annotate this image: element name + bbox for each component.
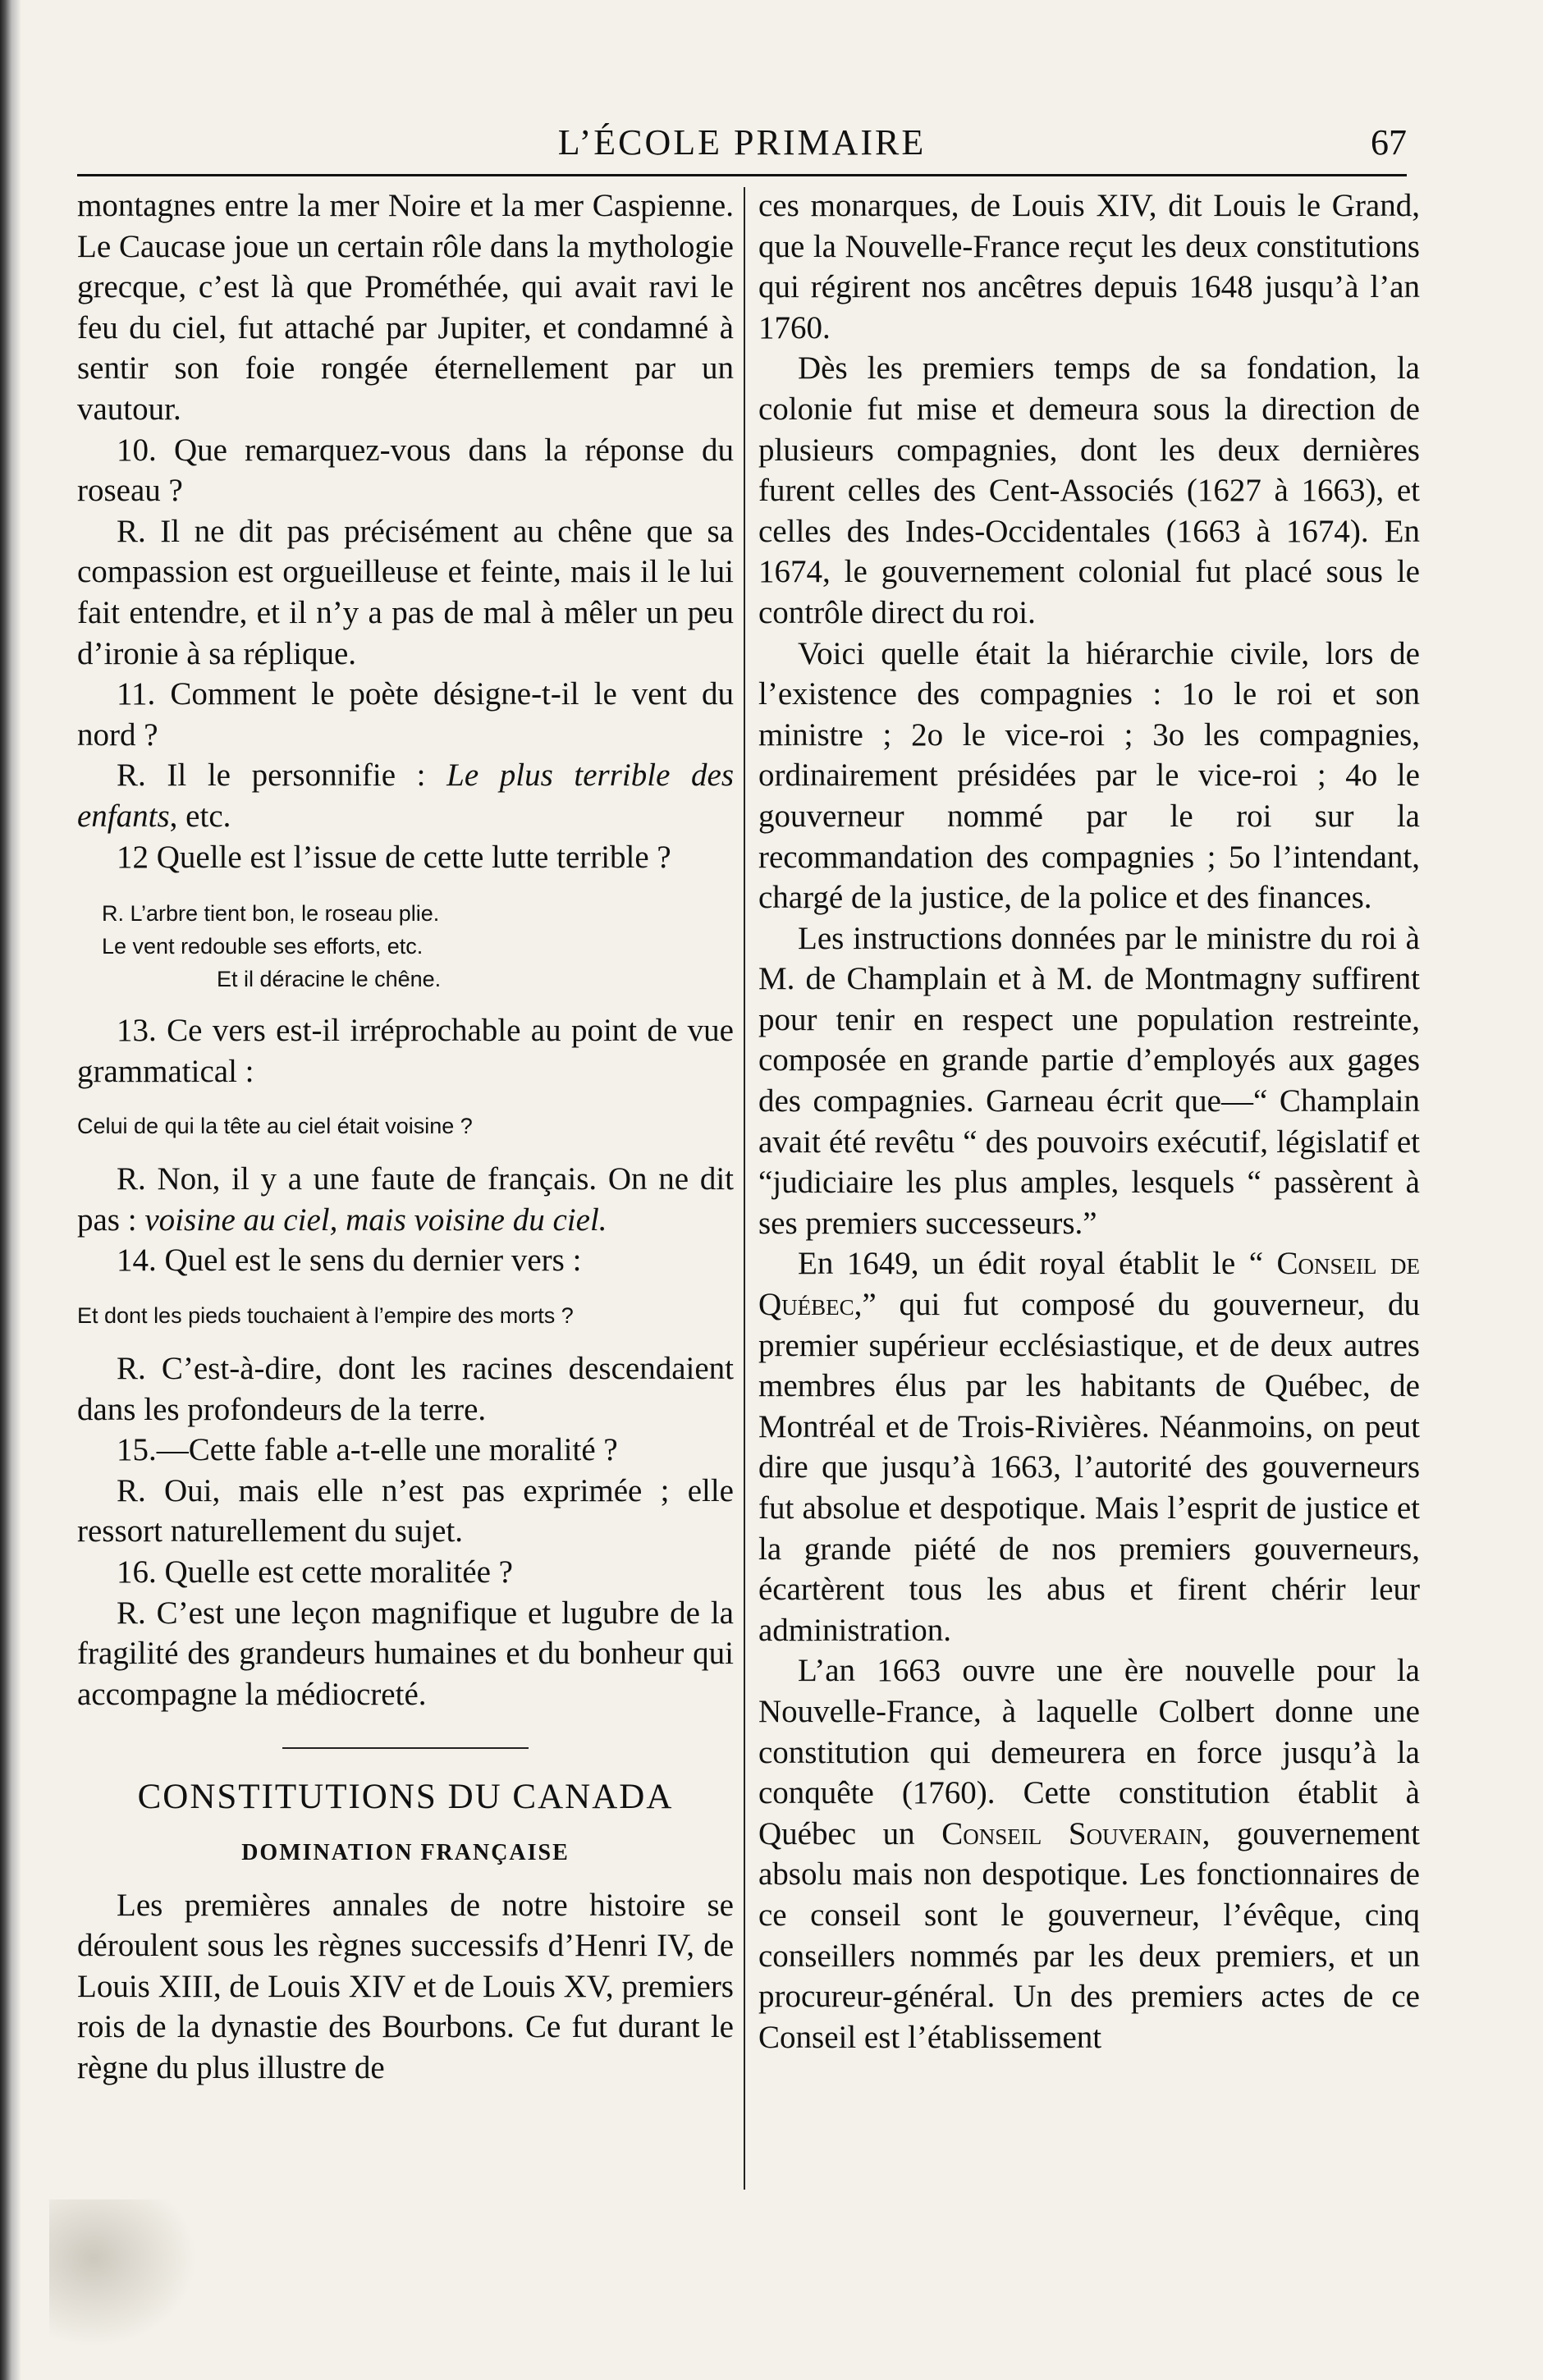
verse-line: Celui de qui la tête au ciel était voisine ? [77,1114,473,1139]
page-number: 67 [1371,122,1407,162]
paragraph [758,1243,1420,1650]
question-13: 13. Ce vers est-il irréprochable au point de vue grammatical : [77,1013,734,1089]
question-11: 11. Comment le poète désigne-t-il le vent du nord ? [77,676,734,753]
page-stain [49,2199,197,2347]
paragraph: montagnes entre la mer Noire et la mer Caspienne. Le Caucase joue un certain rôle dans la mythologie grecque, c’est là que Prométhée, qui avait ravi le feu du ciel, fut attaché par Jupiter, et condamné à sentir son foie rongée éternellement par un vautour. [77,188,734,427]
paragraph [758,1650,1420,2057]
answer-15: R. Oui, mais elle n’est pas exprimée ; elle ressort naturellement du sujet. [77,1472,734,1549]
page-binding-edge [0,0,21,2380]
paragraph: Dès les premiers temps de sa fondation, la colonie fut mise et demeura sous la direction de plusieurs compagnies, dont les deux dernières furent celles des Cent-Associés (1627 à 1663), et celles des Indes-Occidentales (1663 à 1674). En 1674, le gouvernement colonial fut placé sous le contrôle direct du roi. [758,350,1420,630]
running-title: L’ÉCOLE PRIMAIRE [557,122,927,162]
paragraph-text: En 1649, un édit royal établit le “ [798,1246,1277,1282]
paragraph: ces monarques, de Louis XIV, dit Louis le Grand, que la Nouvelle-France reçut les deux constitutions qui régirent nos ancêtres depuis 1648 jusqu’à l’an 1760. [758,188,1420,346]
question-12: 12 Quelle est l’issue de cette lutte terrible ? [117,839,671,875]
answer-11-text: R. Il le personnifie : [117,757,447,794]
question-15: 15.—Cette fable a-t-elle une moralité ? [117,1432,618,1468]
section-subtitle: DOMINATION FRANÇAISE [241,1840,570,1865]
verse-line: Et dont les pieds touchaient à l’empire des morts ? [77,1303,574,1329]
answer-16: R. C’est une leçon magnifique et lugubre de la fragilité des grandeurs humaines et du bonheur qui accompagne la médiocreté. [77,1595,734,1712]
council-name: Conseil Souverain [941,1815,1202,1851]
answer-11-end: , etc. [169,798,231,834]
left-column [77,185,734,2089]
paragraph-text: , gouvernement absolu mais non despotique. Les fonctionnaires de ce conseil sont le gouverneur, l’évêque, cinq conseillers nommés par les deux premiers, et un procureur-général. Un des premiers actes de ce Conseil est l’établissement [758,1815,1420,2055]
verse-line: Le vent redouble ses efforts, etc. [102,934,424,959]
running-header [77,121,1407,171]
answer-10: R. Il ne dit pas précisément au chêne que sa compassion est orgueilleuse et feinte, mais il le lui fait entendre, et il n’y a pas de mal à mêler un peu d’ironie à sa réplique. [77,513,734,671]
question-10: 10. Que remarquez-vous dans la réponse du roseau ? [77,432,734,509]
question-16: 16. Quelle est cette moralitée ? [117,1554,513,1590]
section-separator [282,1747,529,1749]
answer-14: R. C’est-à-dire, dont les racines descendaient dans les profondeurs de la terre. [77,1351,734,1427]
answer-13-text: R. Non, il y a une faute de français. On ne dit pas : [77,1161,734,1238]
answer-11-quote: Le plus terrible des enfants [77,757,734,834]
verse-line: R. L’arbre tient bon, le roseau plie. [102,901,440,927]
answer-11 [77,755,734,836]
answer-13-quote: voisine au ciel, mais voisine du ciel. [144,1201,607,1238]
question-14: 14. Quel est le sens du dernier vers : [117,1243,582,1279]
answer-13 [77,1159,734,1240]
paragraph-text: L’an 1663 ouvre une ère nouvelle pour la Nouvelle-France, à laquelle Colbert donne une constitution qui demeurera en force jusqu’à la conquête (1760). Cette constitution établit à Québec un [758,1653,1420,1851]
paragraph: Les instructions données par le ministre du roi à M. de Champlain et à M. de Montmagny suffirent pour tenir en respect une population restreinte, composée en grande partie d’employés aux gages des compagnies. Garneau écrit que—“ Champlain avait été revêtu “ des pouvoirs exécutif, législatif et “judiciaire les plus amples, lesquels “ passèrent à ses premiers successeurs.” [758,920,1420,1241]
paragraph-text: ,” qui fut composé du gouverneur, du premier supérieur ecclésiastique, et de deux autres membres élus par les habitants de Québec, de Montréal et de Trois-Rivières. Néanmoins, on peut dire que jusqu’à 1663, l’autorité des gouverneurs fut absolue et despotique. Mais l’esprit de justice et la grande piété de nos premiers gouverneurs, écartèrent tous les abus et firent chérir leur administration. [758,1287,1420,1648]
right-column [758,185,1420,2057]
verse-line: Et il déracine le chêne. [217,967,442,992]
council-name: Conseil de Québec [758,1246,1420,1323]
paragraph: Voici quelle était la hiérarchie civile, lors de l’existence des compagnies : 1o le roi et son ministre ; 2o le vice-roi ; 3o les compagnies, ordinairement présidées par le vice-roi ; 4o le gouverneur nommé par le roi sur la recommandation des compagnies ; 5o l’intendant, chargé de la justice, de la police et des finances. [758,635,1420,916]
column-divider [744,187,745,2190]
header-rule [77,174,1407,176]
paragraph: Les premières annales de notre histoire se déroulent sous les règnes successifs d’Henri IV, de Louis XIII, de Louis XIV et de Louis XV, premiers rois de la dynastie des Bourbons. Ce fut durant le règne du plus illustre de [77,1887,734,2085]
section-title: CONSTITUTIONS DU CANADA [137,1778,674,1817]
